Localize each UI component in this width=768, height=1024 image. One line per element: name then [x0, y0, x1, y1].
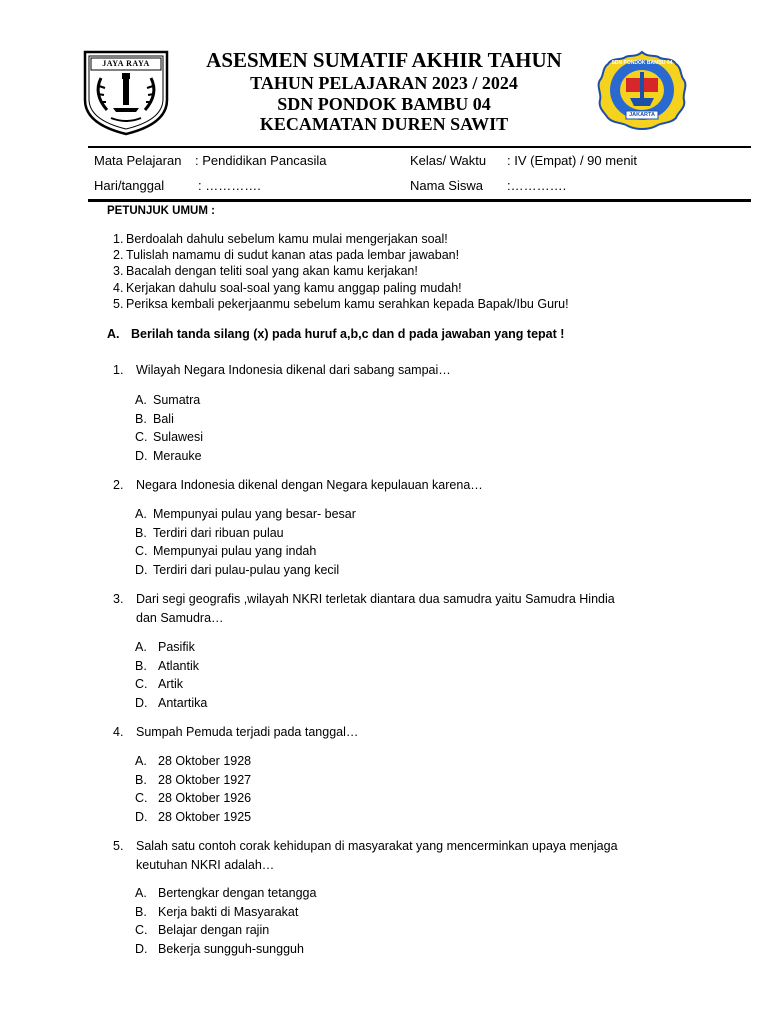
- question-number: 1.: [113, 363, 124, 377]
- option-letter: B.: [135, 772, 147, 787]
- option-text: Bali: [153, 411, 174, 426]
- option-letter: D.: [135, 562, 148, 577]
- question-number: 2.: [113, 478, 124, 492]
- option-letter: C.: [135, 430, 148, 445]
- option-letter: B.: [135, 658, 147, 673]
- option-text: Bertengkar dengan tetangga: [158, 886, 317, 900]
- question-text: Wilayah Negara Indonesia dikenal dari sabang sampai…: [136, 363, 451, 377]
- answer-option[interactable]: [135, 391, 200, 409]
- answer-option[interactable]: [135, 752, 251, 770]
- option-letter: A.: [135, 886, 147, 900]
- subject-label: Mata Pelajaran: [94, 153, 182, 168]
- school-name: SDN PONDOK BAMBU 04: [277, 94, 491, 114]
- option-text: Mempunyai pulau yang indah: [153, 544, 317, 559]
- answer-option[interactable]: [135, 428, 203, 446]
- option-text: Terdiri dari pulau-pulau yang kecil: [153, 562, 340, 577]
- answer-option[interactable]: [135, 657, 199, 675]
- instruction-number: 4.: [113, 280, 124, 295]
- option-text: Pasifik: [158, 640, 195, 654]
- option-text: Bekerja sungguh-sungguh: [158, 941, 304, 956]
- class-value: : IV (Empat) / 90 menit: [507, 153, 638, 168]
- option-text: 28 Oktober 1928: [158, 754, 252, 768]
- question-text: Salah satu contoh corak kehidupan di masyarakat yang mencerminkan upaya menjaga: [136, 839, 618, 853]
- student-name-label: Nama Siswa: [410, 178, 483, 193]
- subject-value: : Pendidikan Pancasila: [195, 153, 327, 168]
- option-letter: A.: [135, 393, 147, 407]
- instructions-heading: PETUNJUK UMUM :: [107, 205, 215, 217]
- option-letter: B.: [135, 525, 147, 540]
- answer-option[interactable]: [135, 447, 202, 465]
- section-a-marker: A.: [107, 327, 120, 341]
- academic-year: TAHUN PELAJARAN 2023 / 2024: [250, 73, 518, 93]
- student-name-value[interactable]: :………….: [507, 178, 567, 193]
- option-text: 28 Oktober 1926: [158, 791, 252, 806]
- question-text: Sumpah Pemuda terjadi pada tanggal…: [136, 725, 359, 739]
- answer-option[interactable]: [135, 921, 269, 939]
- district-name: KECAMATAN DUREN SAWIT: [259, 114, 509, 134]
- school-logo-text-top: SDN PONDOK BAMBU 04: [611, 60, 673, 66]
- date-label: Hari/tanggal: [94, 178, 165, 193]
- instruction-text: Tulislah namamu di sudut kanan atas pada lembar jawaban!: [126, 248, 460, 263]
- option-letter: B.: [135, 411, 147, 426]
- instruction-number: 5.: [113, 296, 124, 311]
- option-letter: C.: [135, 923, 148, 938]
- question-text: Dari segi geografis ,wilayah NKRI terletak diantara dua samudra yaitu Samudra Hindia: [136, 592, 615, 606]
- answer-option[interactable]: [135, 903, 298, 921]
- option-letter: D.: [135, 809, 148, 824]
- option-letter: D.: [135, 695, 148, 710]
- instruction-text: Periksa kembali pekerjaanmu sebelum kamu serahkan kepada Bapak/Ibu Guru!: [126, 296, 569, 311]
- option-letter: C.: [135, 677, 148, 692]
- question-number: 5.: [113, 839, 124, 853]
- question-text: Negara Indonesia dikenal dengan Negara kepulauan karena…: [136, 478, 483, 492]
- instruction-text: Berdoalah dahulu sebelum kamu mulai mengerjakan soal!: [126, 232, 448, 246]
- date-value[interactable]: : ………….: [198, 178, 261, 193]
- question-number: 4.: [113, 725, 124, 739]
- answer-option[interactable]: [135, 789, 251, 807]
- instruction-number: 3.: [113, 264, 124, 279]
- instruction-text: Kerjakan dahulu soal-soal yang kamu anggap paling mudah!: [126, 280, 462, 295]
- option-letter: C.: [135, 791, 148, 806]
- answer-option[interactable]: [135, 410, 174, 428]
- jaya-raya-logo-text: JAYA RAYA: [102, 59, 150, 68]
- option-text: 28 Oktober 1925: [158, 809, 252, 824]
- option-text: Merauke: [153, 448, 202, 463]
- answer-option[interactable]: [135, 808, 251, 826]
- option-text: Kerja bakti di Masyarakat: [158, 904, 299, 919]
- option-letter: A.: [135, 754, 147, 768]
- option-letter: A.: [135, 507, 147, 521]
- option-text: Belajar dengan rajin: [158, 923, 270, 938]
- answer-option[interactable]: [135, 771, 251, 789]
- answer-option[interactable]: [135, 694, 207, 712]
- option-text: Antartika: [158, 695, 208, 710]
- instruction-number: 1.: [113, 232, 124, 246]
- option-letter: D.: [135, 448, 148, 463]
- option-letter: D.: [135, 941, 148, 956]
- answer-option[interactable]: [135, 940, 304, 958]
- answer-option[interactable]: [135, 884, 316, 902]
- option-text: Atlantik: [158, 658, 199, 673]
- option-text: Artik: [158, 677, 183, 692]
- option-text: Sumatra: [153, 393, 201, 407]
- instruction-text: Bacalah dengan teliti soal yang akan kamu kerjakan!: [126, 264, 418, 279]
- class-label: Kelas/ Waktu: [410, 153, 487, 168]
- exam-title: ASESMEN SUMATIF AKHIR TAHUN: [206, 48, 562, 72]
- question-number: 3.: [113, 592, 124, 606]
- option-text: Mempunyai pulau yang besar- besar: [153, 507, 356, 521]
- option-letter: A.: [135, 640, 147, 654]
- question-text: keutuhan NKRI adalah…: [136, 857, 275, 872]
- option-letter: B.: [135, 904, 147, 919]
- option-letter: C.: [135, 544, 148, 559]
- school-logo-text-bottom: JAKARTA: [629, 112, 655, 118]
- answer-option[interactable]: [135, 675, 183, 693]
- option-text: Terdiri dari ribuan pulau: [153, 525, 284, 540]
- option-text: Sulawesi: [153, 430, 204, 445]
- answer-option[interactable]: [135, 505, 356, 523]
- instruction-number: 2.: [113, 248, 124, 263]
- answer-option[interactable]: [135, 542, 316, 560]
- question-text: dan Samudra…: [136, 610, 224, 625]
- answer-option[interactable]: [135, 638, 195, 656]
- section-a-title: Berilah tanda silang (x) pada huruf a,b,c dan d pada jawaban yang tepat !: [131, 327, 565, 341]
- answer-option[interactable]: [135, 524, 284, 542]
- option-text: 28 Oktober 1927: [158, 772, 252, 787]
- answer-option[interactable]: [135, 561, 339, 579]
